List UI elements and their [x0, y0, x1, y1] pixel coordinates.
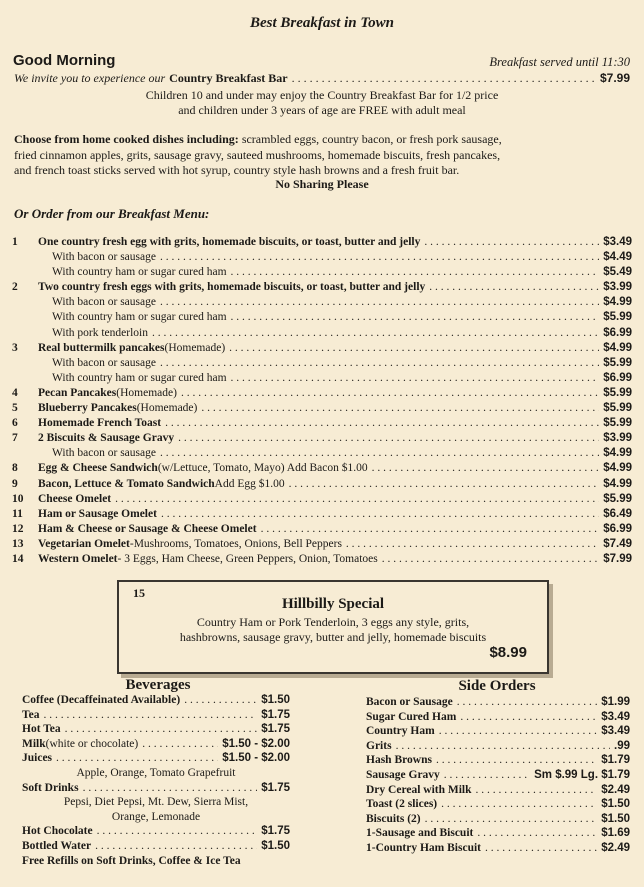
dot-leader [201, 402, 599, 414]
menu-item-name: Two country fresh eggs with grits, homemade biscuits, or toast, butter and jelly [38, 281, 426, 294]
menu-sub-label: With bacon or sausage [52, 447, 156, 460]
refills-note: Free Refills on Soft Drinks, Coffee & Ice Tea [22, 854, 241, 867]
dot-leader [161, 508, 599, 520]
dot-leader [476, 784, 598, 796]
menu-item-number: 10 [12, 492, 24, 505]
dot-leader [83, 782, 258, 794]
menu-sub-item [12, 447, 632, 462]
menu-item-price: $7.99 [603, 552, 632, 565]
menu-item-extra: (w/Lettuce, Tomato, Mayo) Add Bacon $1.00 [157, 462, 368, 475]
dot-leader [382, 553, 599, 565]
side-name: Dry Cereal with Milk [366, 783, 472, 796]
beverage-name: Hot Tea [22, 723, 61, 736]
menu-item [12, 508, 632, 523]
side-item [366, 798, 630, 813]
menu-item-number: 13 [12, 537, 24, 550]
beverage-name: Juices [22, 752, 53, 765]
side-name: Toast (2 slices) [366, 798, 438, 811]
dot-leader [65, 723, 258, 735]
dot-leader [372, 462, 600, 474]
beverage-price: $1.75 [261, 825, 290, 838]
menu-item-extra: (Homemade) [116, 386, 177, 399]
menu-sub-price: $5.99 [603, 311, 632, 324]
dot-leader [165, 417, 599, 429]
side-price: $1.99 [601, 696, 630, 708]
beverage-price: $1.50 [261, 694, 290, 706]
beverage-name: Tea [22, 708, 40, 721]
menu-item-name: Blueberry Pancakes [38, 402, 137, 415]
side-item [366, 842, 630, 857]
beverage-price: $1.75 [261, 708, 290, 721]
menu-item [12, 493, 632, 508]
menu-sub-item [12, 357, 632, 372]
beverage-price: $1.50 - $2.00 [222, 752, 290, 765]
menu-heading: Or Order from our Breakfast Menu: [14, 206, 210, 221]
dot-leader [439, 725, 598, 737]
menu-item-number: 5 [12, 402, 18, 415]
menu-item-name: 2 Biscuits & Sausage Gravy [38, 432, 175, 445]
menu-sub-item [12, 266, 632, 281]
menu-item-price: $5.99 [603, 386, 632, 399]
hillbilly-special-box [117, 580, 549, 674]
menu-item-number: 7 [12, 432, 18, 445]
beverage-price: $1.75 [261, 781, 290, 794]
menu-item [12, 281, 632, 296]
beverage-item [22, 738, 290, 753]
side-item [366, 696, 630, 711]
side-name: Hash Browns [366, 754, 432, 767]
menu-item-name: Ham & Cheese or Sausage & Cheese Omelet [38, 522, 257, 535]
menu-item-price: $6.49 [603, 507, 632, 520]
beverage-price: $1.50 - $2.00 [222, 737, 290, 750]
menu-item [12, 462, 632, 477]
dot-leader [229, 342, 599, 354]
side-name: 1-Sausage and Biscuit [366, 827, 474, 840]
beverage-item [22, 752, 290, 767]
beverage-item [22, 840, 290, 855]
side-orders-title: Side Orders [458, 678, 536, 694]
choose-line-2: fried cinnamon apples, grits, sausage gravy, sauteed mushrooms, homemade biscuits, fresh pancakes, [14, 147, 501, 162]
dot-leader [160, 447, 599, 459]
beverage-name: Bottled Water [22, 839, 92, 852]
menu-item-name: Pecan Pancakes [38, 386, 117, 399]
dot-leader [444, 769, 530, 781]
menu-item-name: Bacon, Lettuce & Tomato Sandwich [38, 477, 215, 490]
side-name: Grits [366, 739, 392, 752]
menu-item-price: $5.99 [603, 492, 632, 505]
menu-sub-price: $4.99 [603, 296, 632, 309]
menu-item [12, 402, 632, 417]
menu-item-name: Egg & Cheese Sandwich [38, 462, 158, 475]
beverage-note: Orange, Lemonade [111, 810, 201, 823]
menu-sub-item [12, 251, 632, 266]
side-price: $3.49 [601, 710, 630, 723]
greeting-heading: Good Morning [13, 52, 116, 69]
dot-leader [441, 798, 597, 810]
side-price: $1.69 [601, 827, 630, 840]
menu-item-price: $7.49 [603, 537, 632, 550]
menu-item [12, 342, 632, 357]
breakfast-bar-name: Country Breakfast Bar [169, 71, 288, 85]
menu-sub-item [12, 296, 632, 311]
menu-item-name: Vegetarian Omelet [38, 537, 130, 550]
dot-leader [115, 493, 599, 505]
menu-item [12, 523, 632, 538]
dot-leader [457, 696, 598, 708]
beverages-title: Beverages [125, 677, 191, 693]
dot-leader [181, 387, 599, 399]
menu-item-number: 3 [12, 341, 18, 354]
menu-item-name: Homemade French Toast [38, 417, 162, 430]
menu-item-price: $5.99 [603, 402, 632, 415]
dot-leader [460, 711, 597, 723]
menu-item-extra: - 3 Eggs, Ham Cheese, Green Peppers, Onion, Tomatoes [117, 552, 378, 565]
menu-item-name: One country fresh egg with grits, homemade biscuits, or toast, butter and jelly [38, 236, 421, 248]
side-item [366, 711, 630, 726]
menu-item-name: Cheese Omelet [38, 492, 112, 505]
menu-sub-price: $5.99 [603, 356, 632, 369]
dot-leader [97, 825, 258, 837]
dot-leader [160, 251, 599, 263]
menu-item-price: $3.99 [603, 432, 632, 445]
beverage-price: $1.50 [261, 839, 290, 852]
side-item [366, 827, 630, 842]
dot-leader [160, 357, 599, 369]
dot-leader [231, 266, 600, 278]
side-item [366, 769, 630, 784]
dot-leader [436, 754, 597, 766]
dot-leader [292, 71, 596, 86]
menu-item-number: 8 [12, 462, 18, 475]
beverage-item [22, 782, 290, 797]
side-name: Sugar Cured Ham [366, 710, 457, 723]
choose-text: scrambled eggs, country bacon, or fresh pork sausage, [238, 132, 502, 146]
menu-item-name: Real buttermilk pancakes [38, 341, 165, 354]
children-note-1: Children 10 and under may enjoy the Country Breakfast Bar for 1/2 price [145, 88, 499, 102]
beverage-item [22, 694, 290, 709]
menu-sub-price: $6.99 [603, 371, 632, 384]
beverage-note: Apple, Orange, Tomato Grapefruit [76, 766, 236, 779]
menu-item-name: Ham or Sausage Omelet [38, 507, 157, 520]
menu-sub-price: $4.49 [603, 251, 632, 264]
side-price: $1.50 [601, 812, 630, 825]
dot-leader [231, 372, 600, 384]
side-name: 1-Country Ham Biscuit [366, 841, 481, 854]
beverage-name: Soft Drinks [22, 781, 79, 794]
menu-sub-item [12, 327, 632, 342]
dot-leader [346, 538, 599, 550]
side-price: $2.49 [601, 783, 630, 796]
menu-item-number: 2 [12, 281, 18, 294]
menu-item-extra: -Mushrooms, Tomatoes, Onions, Bell Peppers [129, 537, 342, 550]
dot-leader [178, 432, 599, 444]
menu-item-name: Western Omelet [38, 552, 118, 565]
menu-sub-label: With pork tenderloin [52, 326, 148, 339]
special-line-2: hashbrowns, sausage gravy, butter and jelly, homemade biscuits [179, 630, 487, 644]
children-note-2: and children under 3 years of age are FREE with adult meal [178, 103, 466, 117]
menu-item-price: $3.99 [603, 281, 632, 294]
dot-leader [152, 327, 599, 339]
no-sharing: No Sharing Please [275, 177, 369, 191]
side-item [366, 754, 630, 769]
menu-item-price: $4.99 [603, 341, 632, 354]
menu-sub-label: With bacon or sausage [52, 356, 156, 369]
page-title: Best Breakfast in Town [249, 15, 395, 31]
dot-leader [429, 281, 599, 293]
menu-item [12, 236, 632, 251]
menu-sub-label: With country ham or sugar cured ham [52, 311, 227, 324]
side-name: Bacon or Sausage [366, 696, 453, 708]
menu-sub-price: $6.99 [603, 326, 632, 339]
menu-item-number: 6 [12, 417, 18, 430]
side-price: $1.50 [601, 798, 630, 811]
menu-item-number: 4 [12, 386, 18, 399]
side-price: .99 [614, 739, 630, 752]
menu-sub-item [12, 372, 632, 387]
menu-item [12, 432, 632, 447]
menu-item-number: 12 [12, 522, 24, 535]
menu-item-price: $5.99 [603, 417, 632, 430]
choose-line-3: and french toast sticks served with hot syrup, country style hash browns and a fresh fruit bar. [14, 163, 460, 177]
menu-item [12, 417, 632, 432]
special-title: Hillbilly Special [281, 596, 385, 612]
beverage-extra: (white or chocolate) [45, 737, 139, 750]
dot-leader [43, 709, 257, 721]
dot-leader [289, 478, 600, 490]
breakfast-menu-list [12, 236, 632, 568]
menu-item-number: 14 [12, 552, 24, 565]
menu-item-price: $4.99 [603, 477, 632, 490]
side-item [366, 813, 630, 828]
dot-leader [485, 842, 597, 854]
menu-sub-price: $5.49 [603, 266, 632, 279]
special-line-1: Country Ham or Pork Tenderloin, 3 eggs any style, grits, [196, 615, 470, 629]
menu-item [12, 478, 632, 493]
side-orders-list [366, 696, 630, 857]
menu-item-extra: (Homemade) [136, 402, 198, 415]
dot-leader [142, 738, 218, 750]
beverage-name: Milk [22, 737, 46, 750]
beverages-list [22, 694, 290, 867]
dot-leader [261, 523, 600, 535]
dot-leader [184, 694, 257, 706]
beverage-name: Hot Chocolate [22, 825, 93, 838]
dot-leader [56, 752, 218, 764]
side-price: $2.49 [601, 841, 630, 854]
menu-sub-price: $4.99 [603, 447, 632, 460]
choose-label: Choose from home cooked dishes including: [14, 132, 239, 146]
side-price: $3.49 [601, 725, 630, 738]
menu-item [12, 538, 632, 553]
side-item [366, 784, 630, 799]
dot-leader [425, 813, 598, 825]
menu-sub-label: With bacon or sausage [52, 296, 156, 309]
menu-sub-label: With bacon or sausage [52, 251, 156, 264]
menu-item [12, 387, 632, 402]
menu-sub-item [12, 311, 632, 326]
menu-item-number: 9 [12, 477, 18, 490]
menu-item-price: $6.99 [603, 522, 632, 535]
breakfast-bar-price: $7.99 [599, 71, 630, 85]
menu-item [12, 553, 632, 568]
menu-sub-label: With country ham or sugar cured ham [52, 266, 227, 279]
side-price: Sm $.99 Lg. $1.79 [534, 768, 630, 781]
menu-item-extra: (Homemade) [164, 341, 226, 354]
dot-leader [424, 236, 599, 248]
side-price: $1.79 [601, 754, 630, 767]
dot-leader [396, 740, 610, 752]
dot-leader [477, 827, 597, 839]
side-name: Sausage Gravy [366, 768, 440, 781]
served-until: Breakfast served until 11:30 [489, 55, 630, 69]
menu-item-price: $4.99 [603, 462, 632, 475]
menu-item-price: $3.49 [603, 236, 632, 248]
beverage-item [22, 709, 290, 724]
breakfast-bar-line [14, 71, 630, 86]
special-number: 15 [133, 586, 145, 600]
dot-leader [95, 840, 257, 852]
menu-item-extra: Add Egg $1.00 [214, 477, 285, 490]
choose-dishes-text [14, 132, 634, 179]
beverage-note: Pepsi, Diet Pepsi, Mt. Dew, Sierra Mist, [63, 796, 249, 809]
beverage-price: $1.75 [261, 723, 290, 736]
menu-item-number: 1 [12, 236, 18, 248]
menu-item-number: 11 [12, 507, 23, 520]
side-item [366, 725, 630, 740]
dot-leader [160, 296, 599, 308]
breakfast-bar-intro: We invite you to experience our [14, 71, 166, 85]
side-name: Biscuits (2) [366, 812, 421, 825]
beverage-item [22, 825, 290, 840]
beverage-item [22, 723, 290, 738]
menu-sub-label: With country ham or sugar cured ham [52, 371, 227, 384]
side-name: Country Ham [366, 725, 435, 738]
side-item [366, 740, 630, 755]
beverage-name: Coffee (Decaffeinated Available) [22, 694, 181, 706]
dot-leader [231, 311, 600, 323]
special-price: $8.99 [489, 644, 527, 661]
